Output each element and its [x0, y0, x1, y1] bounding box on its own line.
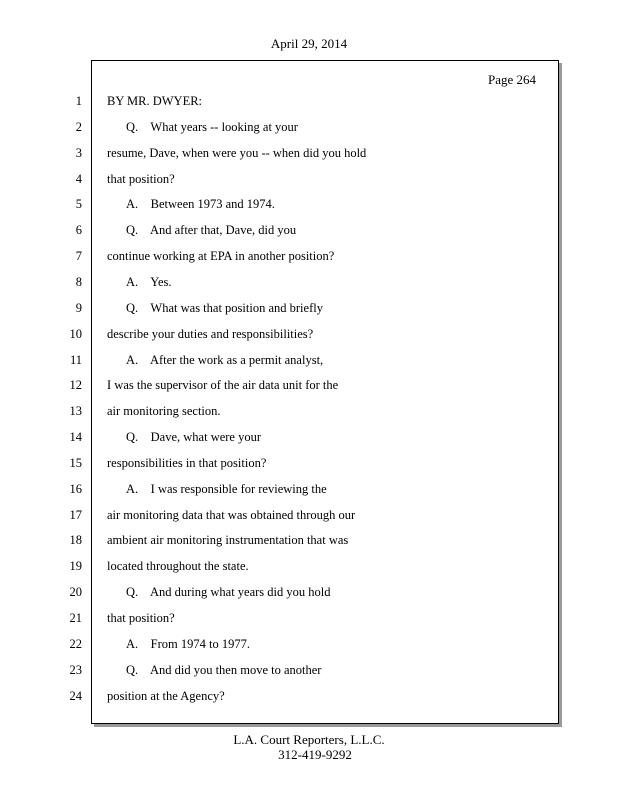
transcript-line: Q. What was that position and briefly	[126, 300, 323, 315]
line-number: 5	[75, 197, 82, 212]
line-number: 17	[69, 507, 82, 522]
transcript-line: continue working at EPA in another position?	[107, 249, 335, 264]
line-number: 12	[69, 378, 82, 393]
header-date: April 29, 2014	[270, 36, 348, 51]
line-number: 2	[75, 119, 82, 134]
transcript-line: A. From 1974 to 1977.	[126, 636, 250, 651]
line-number: 18	[69, 533, 82, 548]
transcript-line: ambient air monitoring instrumentation that was	[107, 533, 349, 548]
page-number: Page 264	[487, 72, 536, 87]
transcript-line: A. Yes.	[126, 274, 172, 289]
transcript-line: Q. And after that, Dave, did you	[126, 223, 297, 238]
transcript-line: BY MR. DWYER:	[107, 94, 203, 108]
line-number: 8	[75, 274, 82, 289]
transcript-line: that position?	[107, 611, 175, 625]
transcript-line: A. Between 1973 and 1974.	[126, 197, 275, 212]
line-number: 11	[69, 352, 82, 367]
line-number: 22	[69, 636, 82, 651]
transcript-line: A. After the work as a permit analyst,	[126, 352, 324, 367]
line-number: 19	[69, 559, 82, 574]
transcript-line: air monitoring section.	[107, 404, 221, 419]
transcript-line: Q. And did you then move to another	[126, 662, 322, 677]
transcript-line: responsibilities in that position?	[107, 455, 267, 470]
transcript-line: located throughout the state.	[107, 559, 249, 574]
footer-company: L.A. Court Reporters, L.L.C.	[233, 732, 385, 747]
line-number: 15	[69, 455, 82, 470]
line-number: 7	[75, 249, 82, 264]
line-number: 4	[75, 171, 82, 186]
line-number: 14	[69, 430, 82, 445]
line-number: 10	[69, 326, 82, 341]
transcript-line: Q. And during what years did you hold	[126, 585, 331, 600]
transcript-line: A. I was responsible for reviewing the	[126, 481, 327, 496]
transcript-line: that position?	[107, 171, 175, 186]
line-number: 16	[69, 481, 82, 496]
transcript-line: resume, Dave, when were you -- when did you hold	[107, 145, 367, 160]
line-number: 20	[69, 585, 82, 600]
line-number: 13	[69, 404, 82, 419]
line-number: 6	[75, 223, 82, 238]
footer-phone: 312-419-9292	[278, 747, 352, 762]
line-number: 23	[69, 662, 82, 677]
transcript-line: Q. What years -- looking at your	[126, 119, 298, 134]
transcript-line: air monitoring data that was obtained through our	[107, 507, 356, 522]
transcript-line: position at the Agency?	[107, 688, 225, 703]
line-number: 3	[75, 145, 82, 160]
line-number: 24	[69, 688, 82, 703]
line-number: 1	[75, 94, 82, 108]
transcript-line: Q. Dave, what were your	[126, 430, 262, 445]
transcript-line: I was the supervisor of the air data unit for the	[107, 378, 339, 393]
line-number: 9	[75, 300, 82, 315]
transcript-line: describe your duties and responsibilities?	[107, 326, 314, 341]
line-number: 21	[69, 611, 82, 625]
